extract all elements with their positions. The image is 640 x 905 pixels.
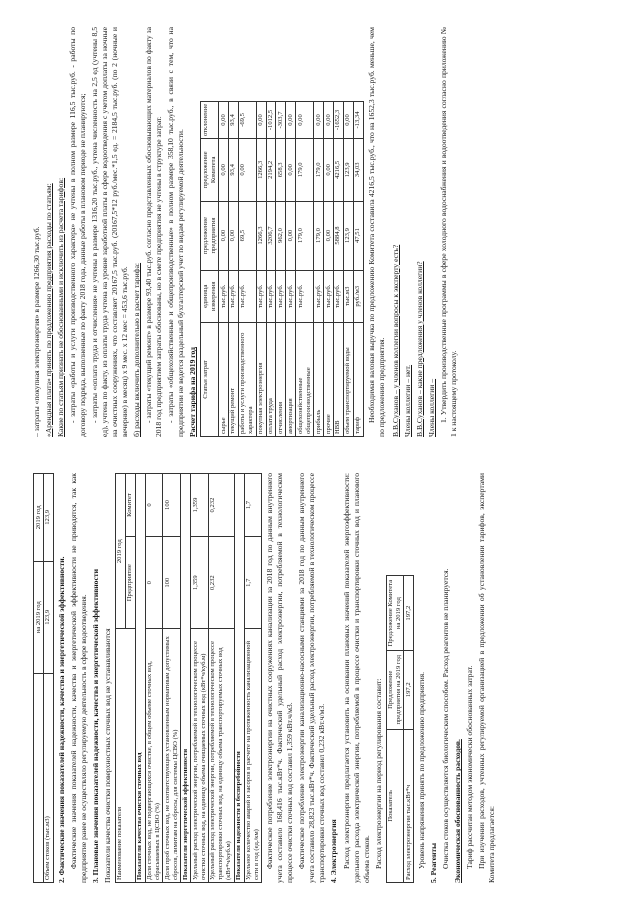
table-cell: амортизация [286,323,296,437]
paragraph: Члены коллегии – нет. [402,364,412,437]
paragraph: Тариф рассчитан методом экономически обоснованных затрат. [465,665,475,869]
table-row [228,101,238,436]
table-cell: Предприятие [125,537,135,629]
table-cell: 0,00 [324,201,334,270]
table-cell: тариф [353,323,363,437]
table-cell: 0,00 [286,101,296,138]
table-cell: Показатель [386,729,404,882]
table-cell: 93,4 [228,101,238,138]
table-cell: 123,9 [43,474,53,562]
table-cell: 123,9 [343,201,353,270]
table-cell: 69,5 [238,201,256,270]
paragraph: Уровень напряжения принять по предложению предприятия. [417,671,427,869]
table-row [296,101,314,436]
paragraph: Расход электроэнергии предлагается установить на основании плановых значений показателей энергоэффективности: удельного расхода электрической энергии, потребляемой в процессе очистки и транспортировки сточных вод и планового объема стоков. [341,473,371,883]
table-cell: тыс.руб. [314,270,324,323]
table-cell: тыс.руб. [324,270,334,323]
table-cell: предложение предприятия [201,201,219,270]
paragraph: Показатели качества очистки поверхностных сточных вод не устанавливаются [102,628,112,883]
tariff-calc-title: Расчет тарифа на 2019 год [188,347,198,437]
section-5-title: 5. Реагенты [429,842,439,883]
section-2-title: 2. Фактические значения показателей надежности, качества и энергетической эффективности. [56,556,66,883]
table-row [333,101,343,436]
paragraph: Члены коллегии – [426,378,436,437]
table-cell: тыс.руб. [286,270,296,323]
paragraph: б) расходы включить дополнительно в расчет тарифа: [132,262,142,437]
table-cell: 658,3 [276,139,286,201]
table-cell: 0,00 [296,101,314,138]
table-cell: оплата труда [266,323,276,437]
table-cell: тыс.руб. [256,270,266,323]
paragraph: - затраты «работы и услуги производственного характера» не учтены в полном размере 116,5 тыс.руб. - работы по договору подряда, выполненные по факту 2018 года, данные работы в плановом периоде не планируются; [68,27,88,437]
table-cell: 1,359 [191,537,209,629]
table-cell: текущий ремонт [228,323,238,437]
table-cell: Доля сточных вод, не подвергающихся очистке, в общем объеме сточных вод, сбрасываемых в ЦСВО (%) [145,629,163,883]
paragraph: Фактическое потребление электроэнергии на очистных сооружениях канализации за 2018 год по данным внутреннего учета составило 168,416 тыс.кВт*ч. Фактический удельный расход электроэнергии, потребляемой в технологическом процессе очистки сточных вод составил 1,359 кВт.ч/м3. [265,473,295,883]
paragraph: Расход электроэнергии на период регулирования составит: [373,678,383,869]
paragraph: – затраты «покупная электроэнергия» в размере 1266,30 тыс.руб. [32,226,41,437]
table-cell: 1,359 [191,474,209,537]
table-cell: отклонение [201,101,219,138]
table-cell: 0,232 [208,537,234,629]
table-cell: Комитет [125,474,135,537]
table-cell: -69,5 [238,101,256,138]
table-cell: -1652,3 [333,101,343,138]
table-cell: 0,00 [219,101,229,138]
table-row [256,101,266,436]
table-cell: тыс.м3 [343,270,353,323]
table-cell: 0,00 [256,101,266,138]
table-cell: Объем стоков (тыс.м3) [43,673,53,882]
tariff-table [200,101,363,437]
table-cell: 2019 год [115,474,125,629]
table-cell: 0,00 [324,101,334,138]
table-cell: 100 [163,474,181,537]
table-cell: 0,00 [228,201,238,270]
table-row [324,101,334,436]
table-cell: тыс.руб. [219,270,229,323]
table-cell: предложение Комитета [201,139,219,201]
table-cell: 93,4 [228,139,238,201]
table-cell: тыс.руб. [276,270,286,323]
table-cell: Удельный расход электрической энергии, потребляемой в технологическом процессе очистки сточных вод, на единицу объема очищаемых сточных вод (кВт*ч/куб.м) [191,629,209,883]
table-cell: 0,00 [324,139,334,201]
table-cell: руб./м3 [353,270,363,323]
table-row: Показатели качества очистки сточных вод [135,474,145,883]
table-cell: 962,0 [276,201,286,270]
table-cell: -303,7 [276,101,286,138]
table-cell: 123,9 [343,139,353,201]
right-column [32,27,461,437]
table-cell [34,673,44,882]
table-cell: -1012,5 [266,101,276,138]
table-cell: прибыль [314,323,324,437]
table-cell: 197,2 [404,650,414,729]
paragraph: - затраты «общехозяйственные и общепроизводственные» в полном размере 358,10 тыс.руб., в связи с тем, что на предприятии не ведется раздельный бухгалтерский учет по видам регулируемой деятельности. [166,27,186,437]
paragraph: При изучении расходов, учтенных регулируемой организацией в предложении об установлении тарифов, экспертами Комитета предлагается: [477,473,497,883]
table-cell: Предложение предприятия на 2019 год [386,650,404,729]
table-cell: 0,00 [286,201,296,270]
economic-justification-title: Экономическая обоснованность расходов. [453,739,463,883]
paragraph: Какие по статьям признать не обоснованными и исключить из расчета тарифов: [56,177,66,437]
table-cell: тыс.руб. [238,270,256,323]
table-cell: Предложение Комитета на 2019 год [386,576,404,650]
paragraph: 1. Утвердить производственные программы в сфере холодного водоснабжения и водоотведения согласно приложению № 1 к настоящему протоколу. [438,27,458,437]
table-cell: работы и услуги производственного характера [238,323,256,437]
paragraph: В.В.Суханов – какие предложения у членов коллегии? [414,261,424,437]
paragraph: Фактическое потребление электроэнергии канализационно-насосными станциями за 2018 год по данным внутреннего учета составило 28,823 тыс.кВт*ч. Фактический удельный расход электроэнергии, потребляемой в технологическом процессе транспортировки сточных вод составил 0,232 кВт.ч/м3. [297,473,327,883]
table-cell: 3206,7 [266,201,276,270]
table-cell: Расход электроэнергии тыс.кВт*ч [404,729,414,882]
table-row [343,101,353,436]
table-cell: 0,00 [219,201,229,270]
table-cell: 0,00 [219,139,229,201]
paragraph: Необходимая валовая выручка по предложению Комитета составила 4216,5 тыс.руб., что на 1652,3 тыс.руб. меньше, чем по предложению предприятия. [366,27,386,437]
table-cell: Статьи затрат [201,323,219,437]
table-cell: 179,0 [314,139,324,201]
table-row [286,101,296,436]
table-row [314,101,324,436]
table-header-row [201,101,219,436]
paragraph: - затраты «оплата труда и отчисления» не учтены в размере 1316,20 тыс.руб., учтена численность на 2,5 ед (учтены 8,5 ед), учтена по факту, из оплаты труда учтена на уровне заработной платы в сфере водоотведения с учетом доплаты за ночные на очистных сооружениях, что составляет 20167,5 тыс.руб. (20167,5*12 руб./мес.*1,5 ед. = 2184,5 тыс.руб. (по 2 (ночные и вечерние) в месяц) х 9 мес. х 12 мес = 453,6 тыс.руб. [90,27,130,437]
table-cell: 179,0 [314,201,324,270]
table-cell: 0,00 [238,139,256,201]
table-cell: 1,7 [244,474,262,537]
table-cell: 100 [163,537,181,629]
table-cell: 1266,3 [256,201,266,270]
paragraph: Очистка стоков осуществляется биологическим способом. Расход реагентов не планируется. [441,568,451,869]
table-cell: 0,00 [343,101,353,138]
section-3-title: 3. Плановые значения показателей надежности, качества и энергетической эффективности [90,569,100,883]
table-cell: 0,00 [314,101,324,138]
table-cell: тыс.руб. [333,270,343,323]
volume-table [33,473,54,883]
paragraph: «Арендная плата» принять по предложению предприятия расходы по статьям: [44,183,54,437]
table-cell: тыс.руб. [296,270,314,323]
table-cell: прочие [324,323,334,437]
table-row [238,101,256,436]
electricity-table [386,576,415,884]
table-cell: 0 [145,474,163,537]
table-cell: 2194,2 [266,139,276,201]
table-cell: 34,03 [353,139,363,201]
table-row [353,101,363,436]
table-cell: -13,34 [353,101,363,138]
table-cell: объем транспортируемой воды [343,323,353,437]
table-cell: 1266,3 [256,139,266,201]
table-cell: 2019 год [34,474,44,562]
paragraph: Фактические значения показателей надежности, качества и энергетической эффективности не приводятся, так как предприятие ранее не осуществляло регулируемую деятельность в сфере водоотведения. [68,473,88,883]
table-cell: 179,0 [296,201,314,270]
table-row [219,101,229,436]
paragraph: - затраты «текущий ремонт» в размере 93,40 тыс.руб. согласно представленных обосновывающих материалов по факту за 2018 год предприятием затраты обоснованы, но в смете предприятия не учтены в структуре затрат. [144,27,164,437]
table-cell: 0,00 [286,139,296,201]
table-cell: Удельный расход электрической энергии, потребляемой в технологическом процессе транспортировки сточных вод, на единицу объема транспортируемых сточных вод (кВт*ч/куб.м) [208,629,234,883]
table-cell: 179,0 [296,139,314,201]
table-cell: тыс.руб. [266,270,276,323]
table-cell: 0 [145,537,163,629]
section-4-title: 4. Электроэнергия [329,819,339,883]
table-row [276,101,286,436]
table-cell: 123,9 [43,561,53,673]
table-cell: 5884,8 [333,201,343,270]
table-row [266,101,276,436]
table-cell: покупная электроэнергия [256,323,266,437]
left-column [32,473,499,883]
table-cell: Наименование показателя [115,629,135,883]
table-cell: 47,51 [353,201,363,270]
table-row: Показатели энергетической эффективности [181,474,191,883]
table-cell: 4216,5 [333,139,343,201]
table-cell: общехозяйственные общепроизводственные [296,323,314,437]
table-cell: 197,2 [404,576,414,650]
table-cell: 0,232 [208,474,234,537]
table-cell: тыс.руб. [228,270,238,323]
table-cell: 1,7 [244,537,262,629]
table-cell: отчисления [276,323,286,437]
table-cell: Доля проб сточных вод, не соответствующих установленным нормативам допустимых сбросов, лимитам на сбросы, для системы ЦСВО (%) [163,629,181,883]
table-cell: на 2019 год [34,561,44,673]
indicators-table [115,473,263,883]
table-cell: НВВ [333,323,343,437]
table-cell: Удельное количество аварий и засоров в расчете на протяженность канализационной сети в год (ед./км) [244,629,262,883]
table-row: Показатели надежности и бесперебойности [234,474,244,883]
table-cell: сырье [219,323,229,437]
table-cell: единица измерения [201,270,219,323]
paragraph: В.В.Суханов – у членов коллегии вопросы к эксперту есть? [390,244,400,437]
